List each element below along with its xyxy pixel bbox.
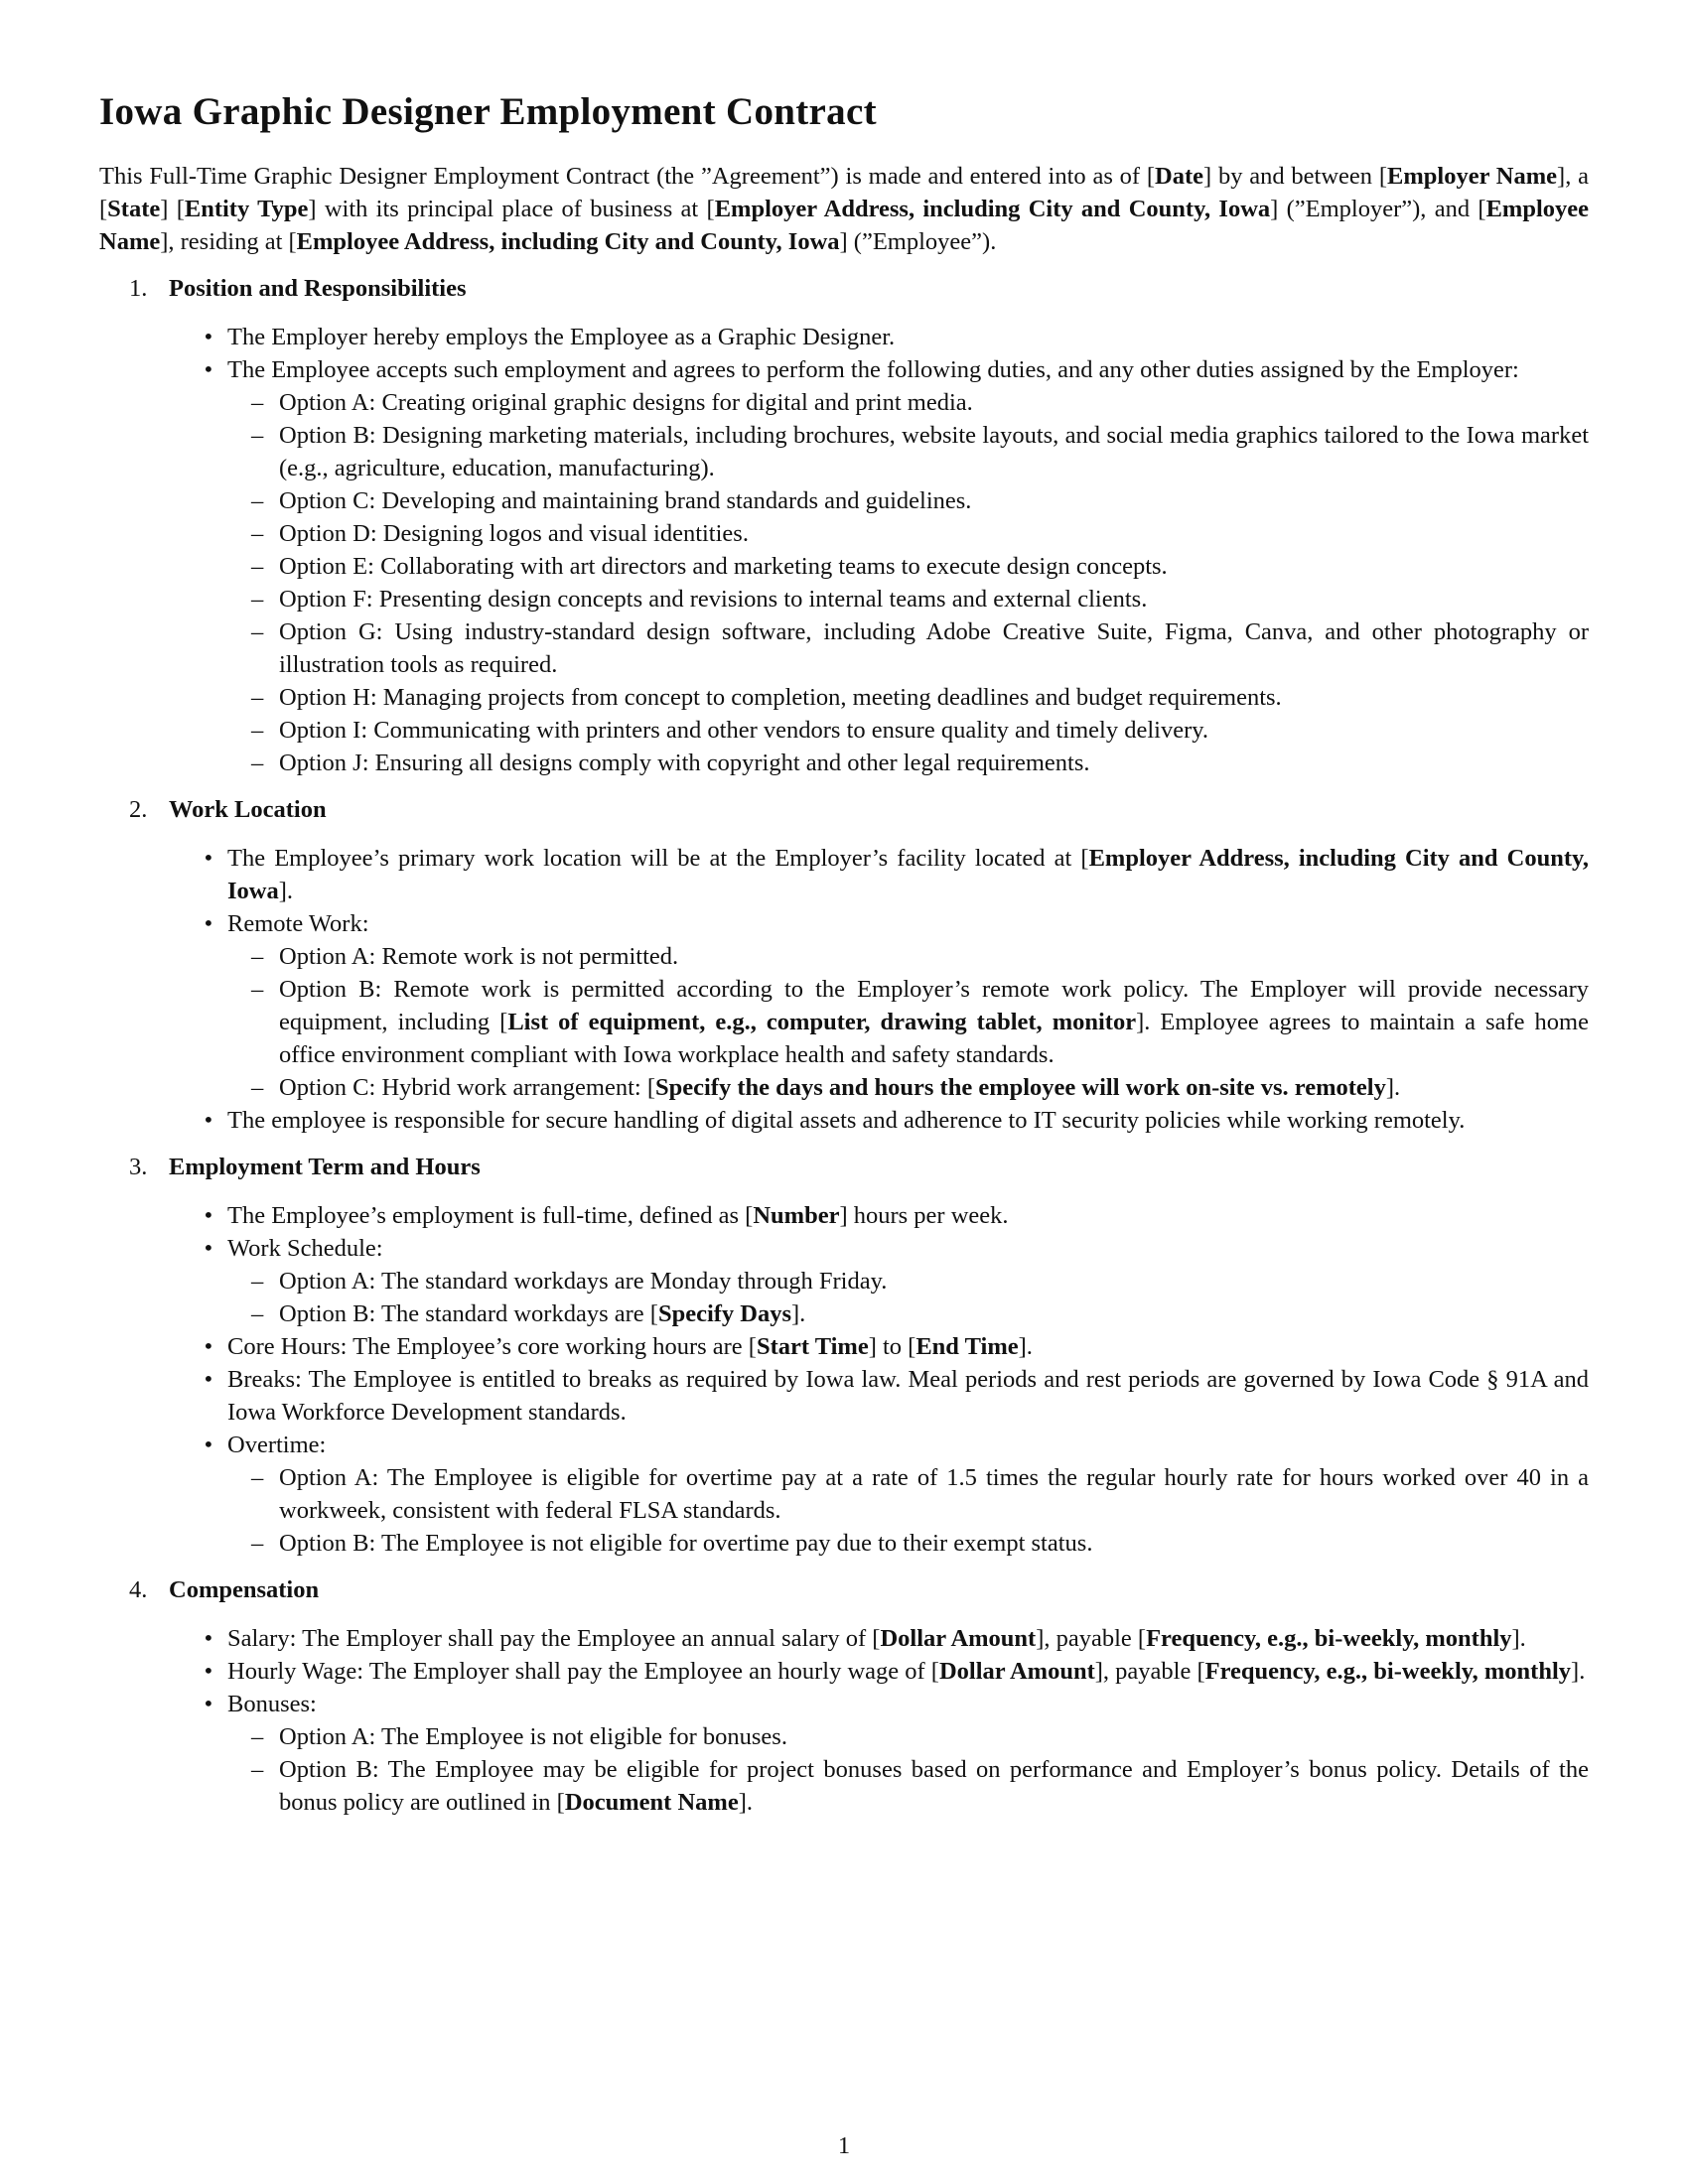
placeholder-state: State <box>107 196 161 222</box>
intro-text: ], a [ <box>99 163 1589 222</box>
list-item <box>169 1429 1589 1560</box>
list-item-text: Salary: The Employer shall pay the Employee an annual salary of [ <box>227 1625 881 1652</box>
option-list <box>227 1720 1589 1819</box>
intro-text: ] (”Employee”). <box>839 228 997 255</box>
intro-text: ] by and between [ <box>1203 163 1388 190</box>
option-item: – Option A: Creating original graphic designs for digital and print media. <box>227 386 1589 419</box>
list-item-text: ]. <box>1571 1658 1586 1685</box>
placeholder-dollar-amount: Dollar Amount <box>880 1625 1037 1652</box>
list-item-text: Remote Work: <box>227 910 369 937</box>
list-item <box>169 1655 1589 1688</box>
option-item: – Option A: The standard workdays are Monday through Friday. <box>227 1265 1589 1297</box>
placeholder-employer-address: Employer Address, including City and County, Iowa <box>714 196 1271 222</box>
option-item: – Option D: Designing logos and visual identities. <box>227 517 1589 550</box>
section-title: Work Location <box>169 796 327 823</box>
section-work-location <box>99 793 1589 1137</box>
option-text: Option B: Remote work is permitted according to the Employer’s remote work policy. The Employer will provide necessary equipment, including [ <box>279 976 1589 1035</box>
section-employment-term-hours <box>99 1151 1589 1560</box>
list-item <box>169 1330 1589 1363</box>
option-text: Option B: The standard workdays are [ <box>279 1300 658 1327</box>
option-item: – Option F: Presenting design concepts and revisions to internal teams and external clients. <box>227 583 1589 615</box>
list-item-text: ] to [ <box>868 1333 916 1360</box>
section-title: Employment Term and Hours <box>169 1154 481 1180</box>
option-item <box>227 1297 1589 1330</box>
section-number: 4. <box>129 1576 148 1603</box>
option-item <box>227 973 1589 1071</box>
list-item-text: The Employee’s employment is full-time, defined as [ <box>227 1202 754 1229</box>
option-text: Option C: Hybrid work arrangement: [ <box>279 1074 655 1101</box>
placeholder-equipment: List of equipment, e.g., computer, drawing tablet, monitor <box>507 1009 1137 1035</box>
option-item <box>227 1753 1589 1819</box>
option-item: – Option B: Designing marketing materials, including brochures, website layouts, and social media graphics tailored to the Iowa market (e.g., agriculture, education, manufacturing). <box>227 419 1589 484</box>
sections-list <box>99 272 1589 1819</box>
section-number: 1. <box>129 275 148 302</box>
option-list <box>227 940 1589 1104</box>
list-item-text: ], payable [ <box>1094 1658 1205 1685</box>
list-item <box>169 1232 1589 1330</box>
intro-text: This Full-Time Graphic Designer Employment Contract (the ”Agreement”) is made and entered into as of [ <box>99 163 1156 190</box>
placeholder-employee-address: Employee Address, including City and County, Iowa <box>296 228 840 255</box>
option-item: – Option A: The Employee is eligible for overtime pay at a rate of 1.5 times the regular hourly rate for hours worked over 40 in a workweek, consistent with federal FLSA standards. <box>227 1461 1589 1527</box>
option-item: – Option H: Managing projects from concept to completion, meeting deadlines and budget requirements. <box>227 681 1589 714</box>
placeholder-end-time: End Time <box>915 1333 1019 1360</box>
placeholder-frequency: Frequency, e.g., bi-weekly, monthly <box>1146 1625 1512 1652</box>
list-item-text: ]. <box>1018 1333 1033 1360</box>
list-item: • The employee is responsible for secure handling of digital assets and adherence to IT security policies while working remotely. <box>169 1104 1589 1137</box>
list-item <box>169 1199 1589 1232</box>
placeholder-document-name: Document Name <box>564 1789 739 1816</box>
list-item <box>169 907 1589 1104</box>
document-title: Iowa Graphic Designer Employment Contract <box>99 90 877 133</box>
bullet-list <box>169 842 1589 1137</box>
list-item: • Breaks: The Employee is entitled to breaks as required by Iowa law. Meal periods and rest periods are governed by Iowa Code § 91A and Iowa Workforce Development standards. <box>169 1363 1589 1429</box>
list-item-text: ]. <box>278 878 294 904</box>
list-item-text: Hourly Wage: The Employer shall pay the Employee an hourly wage of [ <box>227 1658 939 1685</box>
placeholder-employee-name: Employee Name <box>99 196 1589 255</box>
list-item <box>169 1688 1589 1819</box>
intro-text: ], residing at [ <box>160 228 297 255</box>
list-item: • The Employer hereby employs the Employee as a Graphic Designer. <box>169 321 1589 353</box>
list-item <box>169 1622 1589 1655</box>
list-item <box>169 842 1589 907</box>
option-item: – Option A: The Employee is not eligible for bonuses. <box>227 1720 1589 1753</box>
list-item-text: ] hours per week. <box>839 1202 1009 1229</box>
option-item: – Option G: Using industry-standard design software, including Adobe Creative Suite, Figma, Canva, and other photography or illustration tools as required. <box>227 615 1589 681</box>
option-text: ]. Employee agrees to maintain a safe home office environment compliant with Iowa workplace health and safety standards. <box>279 1009 1589 1068</box>
option-item <box>227 1071 1589 1104</box>
placeholder-employer-name: Employer Name <box>1387 163 1558 190</box>
option-item: – Option I: Communicating with printers and other vendors to ensure quality and timely delivery. <box>227 714 1589 747</box>
option-item: – Option B: The Employee is not eligible for overtime pay due to their exempt status. <box>227 1527 1589 1560</box>
option-item: – Option E: Collaborating with art directors and marketing teams to execute design concepts. <box>227 550 1589 583</box>
list-item-text: Bonuses: <box>227 1691 317 1717</box>
list-item-text: Work Schedule: <box>227 1235 383 1262</box>
list-item <box>169 353 1589 779</box>
option-item: – Option A: Remote work is not permitted. <box>227 940 1589 973</box>
intro-text: ] (”Employer”), and [ <box>1270 196 1486 222</box>
intro-text: ] [ <box>160 196 185 222</box>
section-position-responsibilities <box>99 272 1589 779</box>
placeholder-number: Number <box>753 1202 840 1229</box>
placeholder-start-time: Start Time <box>756 1333 869 1360</box>
bullet-list <box>169 321 1589 779</box>
section-title: Compensation <box>169 1576 320 1603</box>
option-list <box>227 386 1589 779</box>
page-number: 1 <box>837 2132 851 2159</box>
option-list <box>227 1265 1589 1330</box>
list-item-text: ]. <box>1511 1625 1526 1652</box>
option-list <box>227 1461 1589 1560</box>
placeholder-frequency: Frequency, e.g., bi-weekly, monthly <box>1204 1658 1572 1685</box>
list-item-text: The Employee’s primary work location will be at the Employer’s facility located at [ <box>227 845 1089 872</box>
bullet-list <box>169 1622 1589 1819</box>
option-text: Option B: The Employee may be eligible for project bonuses based on performance and Employer’s bonus policy. Details of the bonus policy are outlined in [ <box>279 1756 1589 1816</box>
document-page <box>99 89 1589 1819</box>
section-title: Position and Responsibilities <box>169 275 467 302</box>
placeholder-specify-days: Specify Days <box>657 1300 792 1327</box>
list-item-text: ], payable [ <box>1036 1625 1147 1652</box>
option-item: – Option J: Ensuring all designs comply with copyright and other legal requirements. <box>227 747 1589 779</box>
list-item-text: The Employee accepts such employment and agrees to perform the following duties, and any other duties assigned by the Employer: <box>227 356 1519 383</box>
bullet-list <box>169 1199 1589 1560</box>
list-item-text: Core Hours: The Employee’s core working hours are [ <box>227 1333 757 1360</box>
option-text: ]. <box>738 1789 753 1816</box>
option-text: ]. <box>1385 1074 1401 1101</box>
intro-paragraph <box>99 160 1589 258</box>
placeholder-dollar-amount: Dollar Amount <box>938 1658 1095 1685</box>
placeholder-hybrid-schedule: Specify the days and hours the employee will work on-site vs. remotely <box>654 1074 1386 1101</box>
section-number: 2. <box>129 796 148 823</box>
section-compensation <box>99 1573 1589 1819</box>
placeholder-employer-address: Employer Address, including City and County, Iowa <box>227 845 1589 904</box>
section-number: 3. <box>129 1154 148 1180</box>
option-item: – Option C: Developing and maintaining brand standards and guidelines. <box>227 484 1589 517</box>
intro-text: ] with its principal place of business at [ <box>308 196 715 222</box>
option-text: ]. <box>791 1300 806 1327</box>
placeholder-date: Date <box>1155 163 1204 190</box>
list-item-text: Overtime: <box>227 1432 327 1458</box>
placeholder-entity-type: Entity Type <box>184 196 309 222</box>
